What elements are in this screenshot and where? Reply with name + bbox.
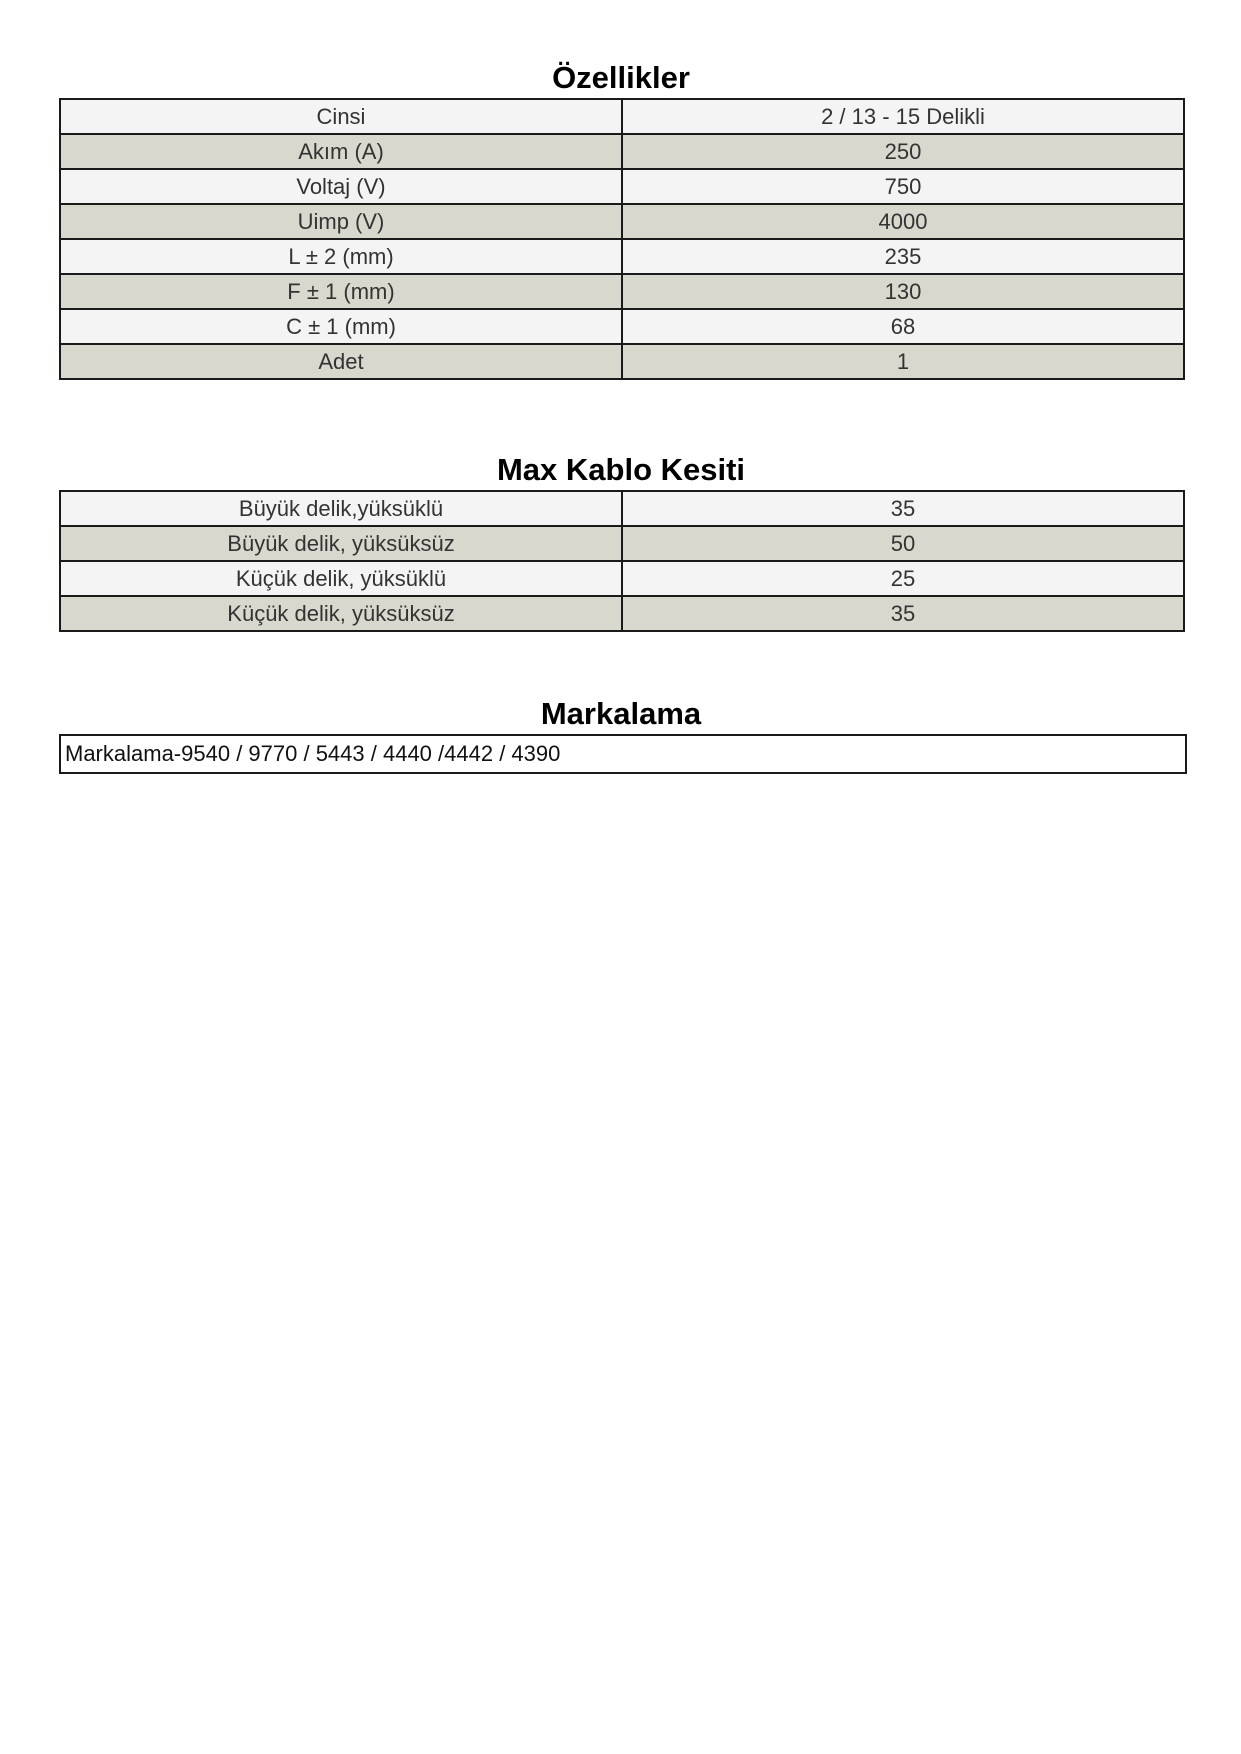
table-row — [60, 169, 1184, 204]
table-row — [60, 204, 1184, 239]
section-title-markalama: Markalama — [540, 696, 702, 731]
table-row — [60, 99, 1184, 134]
cable-section-table — [59, 490, 1185, 632]
table-row — [60, 596, 1184, 631]
spec-value: 750 — [622, 169, 1184, 204]
table-row — [60, 491, 1184, 526]
spec-value: 235 — [622, 239, 1184, 274]
table-row — [60, 344, 1184, 379]
table-row — [60, 309, 1184, 344]
spec-value: 250 — [622, 134, 1184, 169]
table-row — [60, 239, 1184, 274]
spec-value: 1 — [622, 344, 1184, 379]
table-row — [60, 561, 1184, 596]
spec-label: L ± 2 (mm) — [60, 239, 622, 274]
spec-value: 2 / 13 - 15 Delikli — [622, 99, 1184, 134]
table-row — [60, 526, 1184, 561]
spec-value: 130 — [622, 274, 1184, 309]
cable-label: Büyük delik, yüksüksüz — [60, 526, 622, 561]
spec-label: Voltaj (V) — [60, 169, 622, 204]
cable-label: Küçük delik, yüksüksüz — [60, 596, 622, 631]
section-title-ozellikler: Özellikler — [552, 60, 690, 95]
spec-label: F ± 1 (mm) — [60, 274, 622, 309]
cable-value: 25 — [622, 561, 1184, 596]
cable-value: 35 — [622, 491, 1184, 526]
spec-label: Cinsi — [60, 99, 622, 134]
cable-label: Küçük delik, yüksüklü — [60, 561, 622, 596]
markalama-text: Markalama-9540 / 9770 / 5443 / 4440 /4442 / 4390 — [59, 734, 1187, 774]
cable-value: 35 — [622, 596, 1184, 631]
spec-label: Adet — [60, 344, 622, 379]
spec-label: Akım (A) — [60, 134, 622, 169]
specs-table — [59, 98, 1185, 380]
spec-value: 68 — [622, 309, 1184, 344]
table-row — [60, 274, 1184, 309]
section-title-max-kablo-kesiti: Max Kablo Kesiti — [496, 452, 746, 487]
cable-label: Büyük delik,yüksüklü — [60, 491, 622, 526]
spec-value: 4000 — [622, 204, 1184, 239]
table-row — [60, 134, 1184, 169]
spec-label: C ± 1 (mm) — [60, 309, 622, 344]
cable-value: 50 — [622, 526, 1184, 561]
spec-label: Uimp (V) — [60, 204, 622, 239]
